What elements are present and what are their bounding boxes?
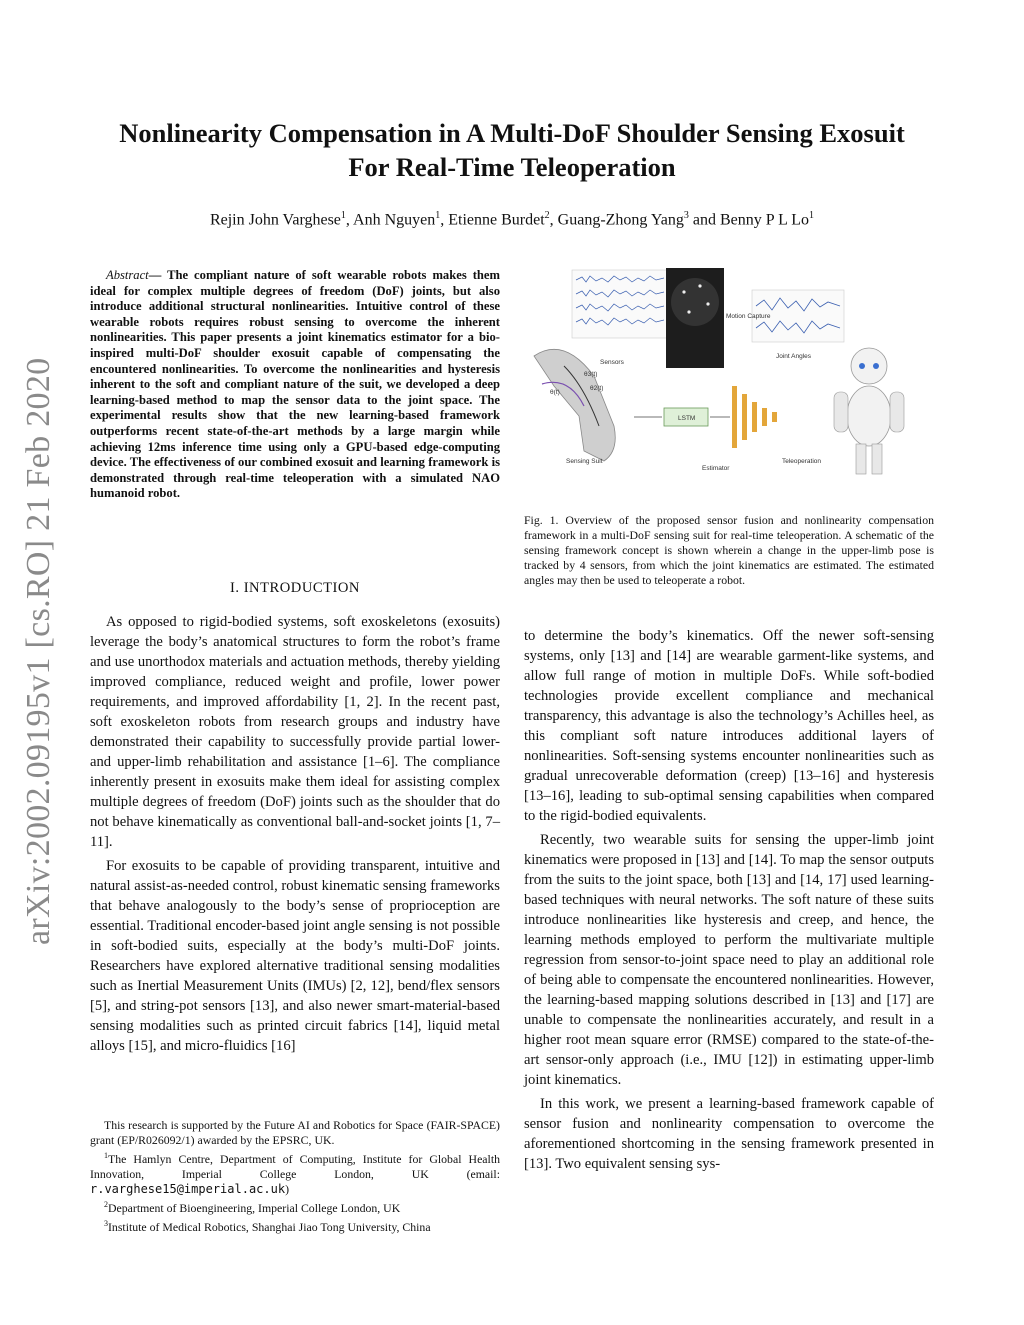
footnote-affiliation-2 [90, 1197, 500, 1216]
section-heading-introduction: I. INTRODUCTION [230, 580, 360, 596]
nao-robot-eye [873, 363, 879, 369]
title-line-2: For Real-Time Teleoperation [348, 152, 676, 182]
label-estimator: Estimator [702, 465, 730, 472]
title-line-1: Nonlinearity Compensation in A Multi-DoF Shoulder Sensing Exosuit [119, 118, 905, 148]
intro-paragraph: As opposed to rigid-bodied systems, soft exoskeletons (exosuits) leverage the body’s anatomical structures to form the robot’s frame and use unorthodox materials and actuation methods, thereby yielding improved compliance, reduced weight and profile, lower power requirements, and improved affordability [1, 2]. In the recent past, soft exoskeleton robots from research groups and industry have demonstrated their capability to successfully provide partial lower- and upper-limb rehabilitation and assistance [1–6]. The compliance inherently present in exosuits make them ideal for assisting complex multiple degrees of freedom (DoF) joints such as the shoulder that do not behave kinematically as conventional ball-and-socket joints [1, 7–11]. [90, 614, 500, 850]
author-separator: and [688, 211, 720, 229]
network-layer [762, 408, 767, 426]
sensing-suit-arm [534, 349, 615, 461]
author-affiliation: 1 [435, 210, 441, 221]
nao-robot-arm [890, 392, 904, 432]
nao-robot-head [851, 348, 887, 384]
network-layer [742, 394, 747, 440]
figure-1-illustration [524, 266, 934, 478]
footnote-marker: 2 [104, 1199, 108, 1209]
label-angle-3: θ3(t) [584, 371, 598, 378]
author-name: Etienne Burdet [448, 211, 545, 229]
author-affiliation: 1 [340, 210, 346, 221]
author-name: Anh Nguyen [353, 211, 436, 229]
introduction-body [90, 612, 500, 1060]
right-column-body [524, 626, 934, 1178]
author-affiliation: 3 [683, 210, 689, 221]
network-layer [772, 412, 777, 422]
body-paragraph: to determine the body’s kinematics. Off the newer soft-sensing systems, only [13] and [14] are wearable garment-like systems, and allow full range of motion in multiple DoFs. While soft-bodied technologies provide excellent compliance and mechanical transparency, this advantage is also the technology’s Achilles heel, as this compliant soft nature introduces additional layers of nonlinearities. Soft-sensing systems encounter nonlinearities such as gradual unrecoverable deformation (creep) [13–16] and hysteresis [13–16], leading to sub-optimal sensing capabilities when compared to the rigid-bodied equivalents. [524, 628, 934, 824]
footnote-text: The Hamlyn Centre, Department of Computing, Institute for Global Health Innovation, Imperial College London, UK (email: [90, 1151, 500, 1181]
abstract [90, 268, 500, 502]
label-angle-2: θ2(t) [590, 385, 604, 392]
author-affiliation: 2 [544, 210, 550, 221]
author-separator: , [549, 211, 558, 229]
abstract-text: The compliant nature of soft wearable robots makes them ideal for complex multiple degrees of freedom (DoF) joints, but also introduce additional structural nonlinearities. Intuitive control of these wearable robots requires robust sensing to overcome the inherent nonlinearities. This paper presents a joint kinematics estimator for a bio-inspired multi-DoF shoulder exosuit capable of compensating the encountered nonlinearities. To overcome the nonlinearities and hysteresis inherent to the soft and compliant nature of the suit, we developed a deep learning-based method to map the sensor data to the joint space. The experimental results show that the new learning-based framework outperforms recent state-of-the-art methods by a large margin while achieving 12ms inference time using only a GPU-based edge-computing device. The effectiveness of our combined exosuit and learning framework is demonstrated through real-time teleoperation with a simulated NAO humanoid robot. [90, 268, 500, 501]
author-email: r.varghese15@imperial.ac.uk [90, 1181, 286, 1196]
mocap-marker [706, 302, 709, 305]
label-angle-1: θ(t) [550, 389, 560, 396]
nao-robot-leg [856, 444, 866, 474]
figure-1 [524, 266, 934, 478]
footnote-marker: 1 [104, 1151, 108, 1160]
mocap-marker [687, 310, 690, 313]
footnotes [90, 1118, 500, 1235]
footnote-affiliation-3 [90, 1216, 500, 1235]
mocap-head [671, 278, 719, 326]
label-sensors: Sensors [600, 359, 624, 366]
body-paragraph: Recently, two wearable suits for sensing the upper-limb joint kinematics were proposed in [13] and [14]. To map the sensor outputs from the suits to the joint space, both [13] and [14, 17] used learning-based techniques with neural networks. The soft nature of these suits introduce nonlinearities like hysteresis and creep, and hence, the learning methods employed to perform the multivariate multiple regression from sensor-to-joint space need to play an additional role of being able to compensate the encountered nonlinearities. However, the learning-based mapping solutions described in [13] and [17] are unable to compensate the nonlinearities accurately, and result in a higher root mean square error (RMSE) compared to the state-of-the-art sensor-only approach (i.e., IMU [12]) in estimating upper-limb joint kinematics. [524, 832, 934, 1088]
intro-paragraph: For exosuits to be capable of providing transparent, intuitive and natural assist-as-needed control, robust kinematic sensing frameworks that behave analogously to the body’s sense of proprioception are essential. Traditional encoder-based joint angle sensing is not possible in soft-bodied suits, especially at the body’s multi-DoF joints. Researchers have explored alternative traditional sensing modalities such as Inertial Measurement Units (IMUs) [2, 12], bend/flex sensors [5], and string-pot sensors [13], and also newer smart-material-based sensing modalities such as printed circuit fabrics [14], liquid metal alloys [15], and micro-fluidics [16] [90, 858, 500, 1054]
nao-robot-eye [859, 363, 865, 369]
footnote-affiliation-1 [90, 1148, 500, 1197]
body-paragraph: In this work, we present a learning-based framework capable of sensor fusion and nonlinearity compensation to overcome the aforementioned shortcoming in the sensing framework presented in [13]. Two equivalent sensing sys- [524, 1096, 934, 1172]
author-separator: , [345, 211, 354, 229]
mocap-marker [698, 284, 701, 287]
network-layer [752, 402, 757, 432]
label-lstm: LSTM [678, 415, 696, 422]
arxiv-id: arXiv:2002.09195v1 [cs.RO] 21 Feb 2020 [20, 357, 57, 945]
label-sensing-suit: Sensing Suit [566, 458, 603, 465]
footnote-funding: This research is supported by the Future AI and Robotics for Space (FAIR-SPACE) grant (EP/R026092/1) awarded by the EPSRC, UK. [90, 1118, 500, 1147]
label-joint-angles: Joint Angles [776, 353, 812, 360]
network-layer [732, 386, 737, 448]
nao-robot-leg [872, 444, 882, 474]
mocap-marker [682, 290, 685, 293]
author-list [80, 210, 944, 229]
footnote-marker: 3 [104, 1218, 108, 1228]
abstract-label: Abstract [106, 268, 149, 282]
author-separator: , [440, 211, 449, 229]
author-name: Guang-Zhong Yang [557, 211, 684, 229]
nao-robot-body [847, 386, 891, 446]
author-name: Benny P L Lo [720, 211, 810, 229]
label-teleoperation: Teleoperation [782, 458, 822, 465]
footnote-text: Department of Bioengineering, Imperial College London, UK [108, 1200, 401, 1215]
label-motion-capture: Motion Capture [726, 313, 771, 320]
footnote-text: Institute of Medical Robotics, Shanghai Jiao Tong University, China [108, 1219, 431, 1234]
author-name: Rejin John Varghese [209, 211, 341, 229]
figure-caption-text: Fig. 1. Overview of the proposed sensor fusion and nonlinearity compensation framework in a multi-DoF sensing suit for real-time teleoperation. A schematic of the sensing framework concept is shown wherein a change in the upper-limb pose is tracked by 4 sensors, from which the joint kinematics are estimated. The estimated angles may then be used to teleoperate a robot. [524, 513, 934, 587]
figure-caption [524, 513, 934, 588]
nao-robot-arm [834, 392, 848, 432]
author-affiliation: 1 [809, 210, 815, 221]
abstract-dash: — [148, 268, 168, 282]
footnote-close: ) [285, 1181, 290, 1196]
paper-title [80, 116, 944, 184]
